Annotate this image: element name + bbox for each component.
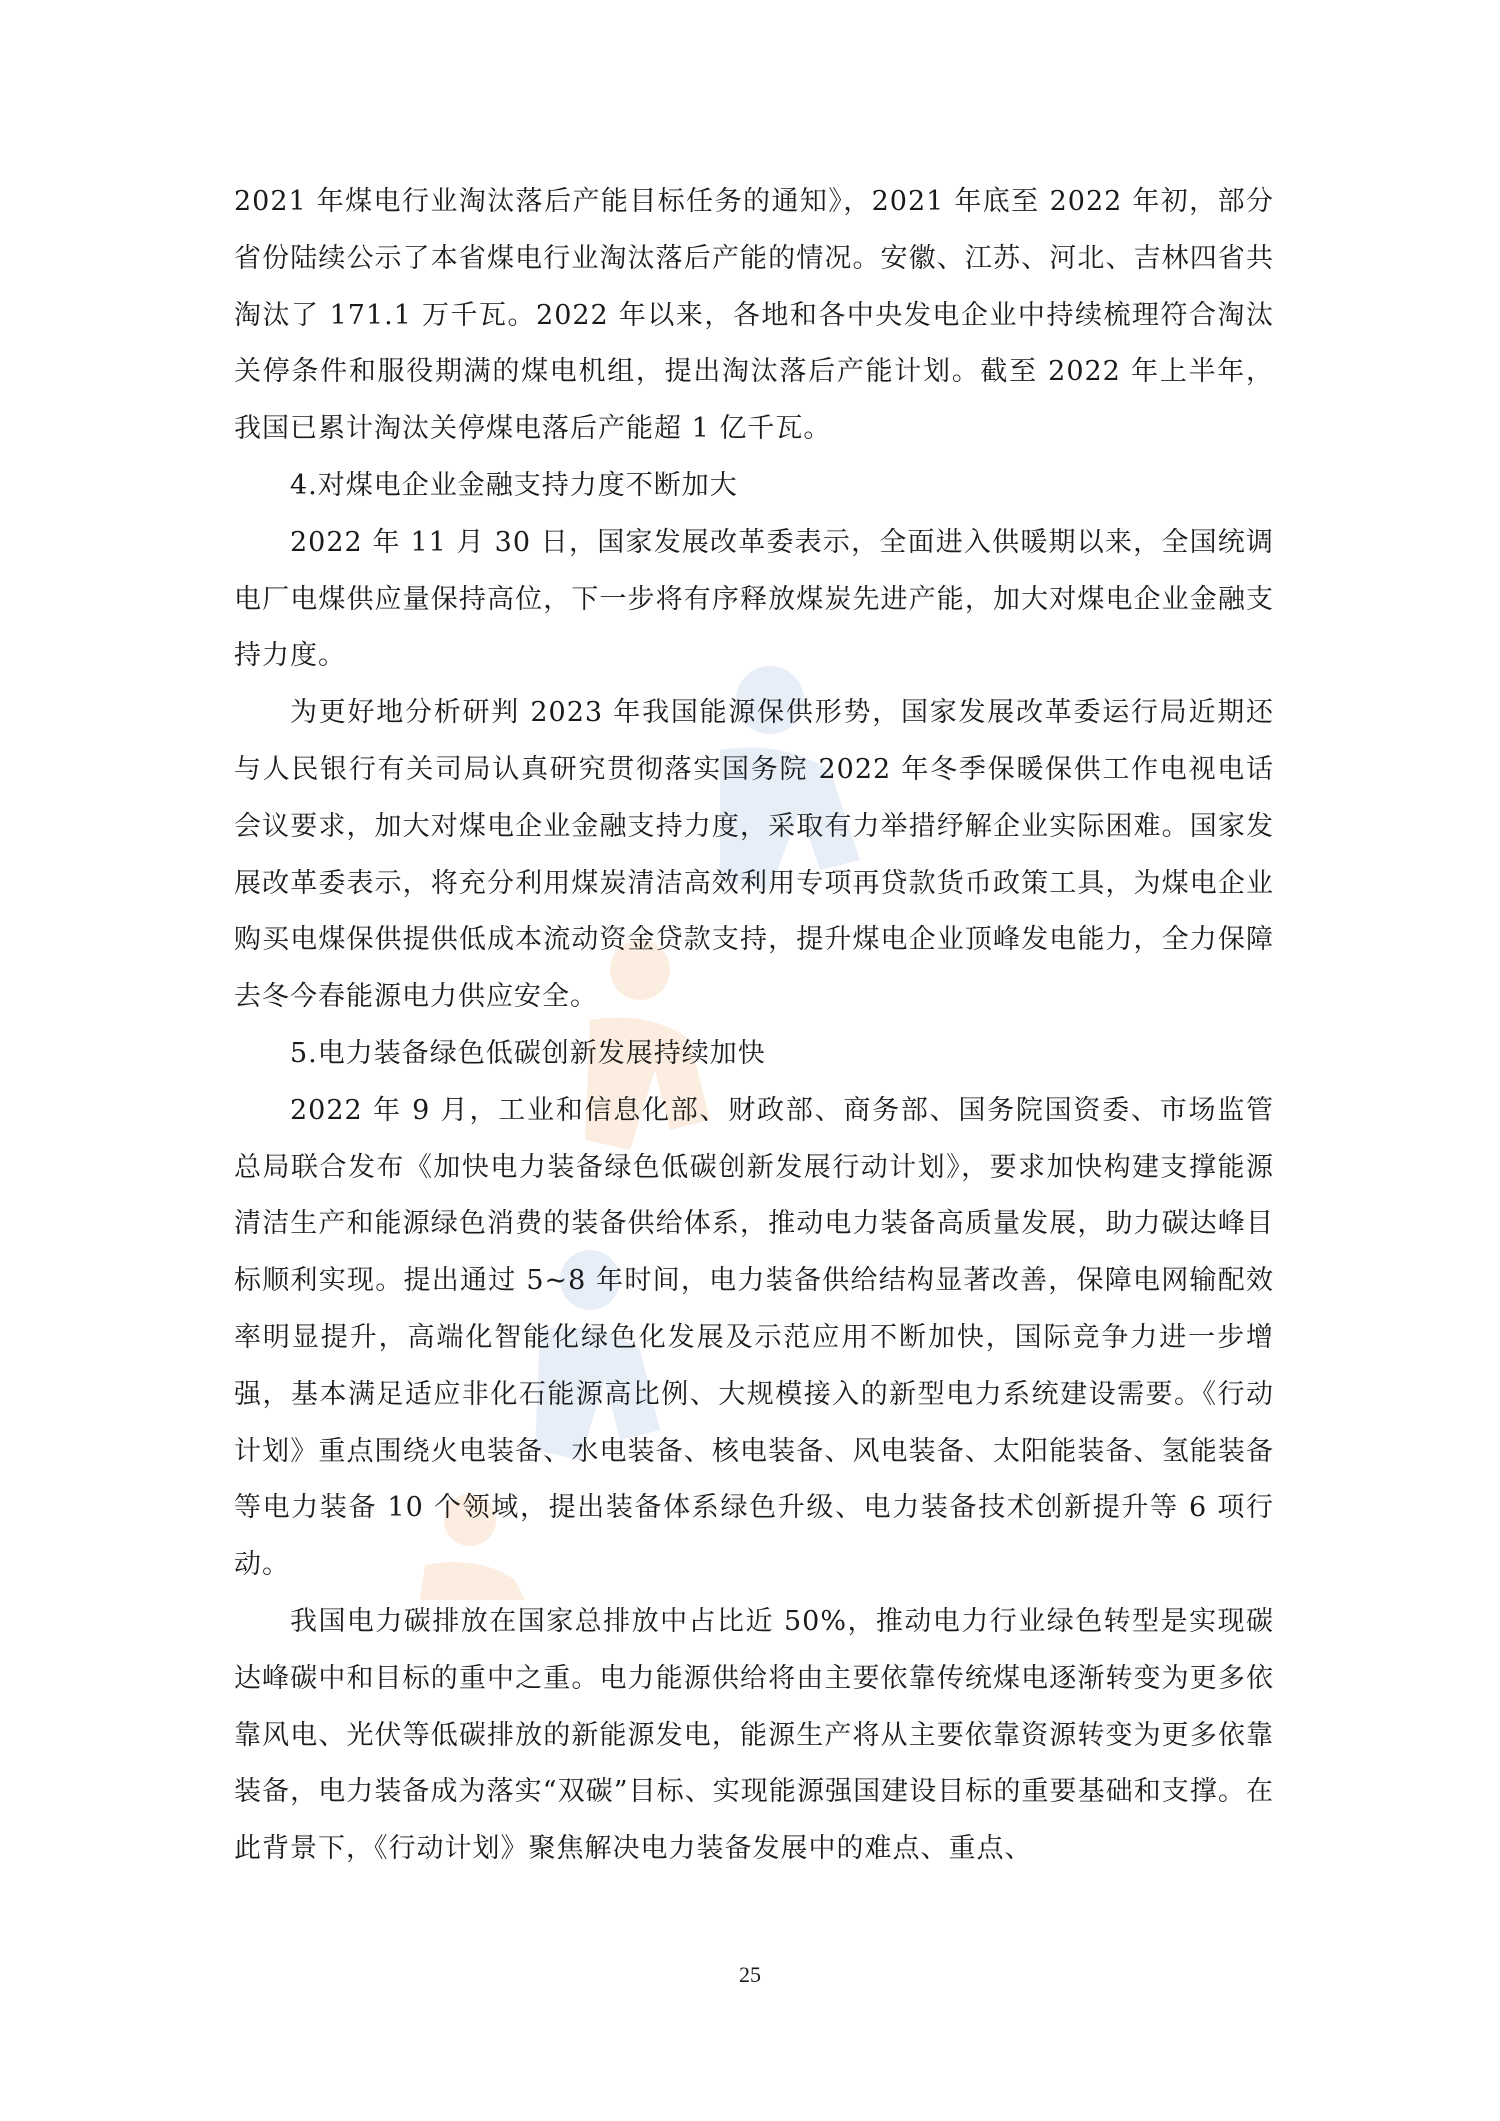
section-heading: 5.电力装备绿色低碳创新发展持续加快	[290, 1037, 766, 1069]
paragraph: 为更好地分析研判 2023 年我国能源保供形势，国家发展改革委运行局近期还与人民银行有关司局认真研究贯彻落实国务院 2022 年冬季保暖保供工作电视电话会议要求，加大对煤电企业金融支持力度，采取有力举措纾解企业实际困难。国家发展改革委表示，将充分利用煤炭清洁高效利用专项再贷款货币政策工具，为煤电企业购买电煤保供提供低成本流动资金贷款支持，提升煤电企业顶峰发电能力，全力保障去冬今春能源电力供应安全。	[234, 697, 1274, 1013]
page-number: 25	[739, 1962, 761, 1987]
paragraph: 2021 年煤电行业淘汰落后产能目标任务的通知》，2021 年底至 2022 年初，部分省份陆续公示了本省煤电行业淘汰落后产能的情况。安徽、江苏、河北、吉林四省共淘汰了 171.1 万千瓦。2022 年以来，各地和各中央发电企业中持续梳理符合淘汰关停条件和服役期满的煤电机组，提出淘汰落后产能计划。截至 2022 年上半年，我国已累计淘汰关停煤电落后产能超 1 亿千瓦。	[234, 186, 1274, 445]
paragraph: 2022 年 11 月 30 日，国家发展改革委表示，全面进入供暖期以来，全国统调电厂电煤供应量保持高位，下一步将有序释放煤炭先进产能，加大对煤电企业金融支持力度。	[234, 526, 1274, 672]
paragraph: 2022 年 9 月，工业和信息化部、财政部、商务部、国务院国资委、市场监管总局联合发布《加快电力装备绿色低碳创新发展行动计划》，要求加快构建支撑能源清洁生产和能源绿色消费的装备供给体系，推动电力装备高质量发展，助力碳达峰目标顺利实现。提出通过 5~8 年时间，电力装备供给结构显著改善，保障电网输配效率明显提升，高端化智能化绿色化发展及示范应用不断加快，国际竞争力进一步增强，基本满足适应非化石能源高比例、大规模接入的新型电力系统建设需要。《行动计划》重点围绕火电装备、水电装备、核电装备、风电装备、太阳能装备、氢能装备等电力装备 10 个领域，提出装备体系绿色升级、电力装备技术创新提升等 6 项行动。	[234, 1094, 1274, 1581]
paragraph: 我国电力碳排放在国家总排放中占比近 50%，推动电力行业绿色转型是实现碳达峰碳中和目标的重中之重。电力能源供给将由主要依靠传统煤电逐渐转变为更多依靠风电、光伏等低碳排放的新能源发电，能源生产将从主要依靠资源转变为更多依靠装备，电力装备成为落实“双碳”目标、实现能源强国建设目标的重要基础和支撑。在此背景下，《行动计划》聚焦解决电力装备发展中的难点、重点、	[234, 1605, 1274, 1865]
body-text	[234, 174, 1274, 1878]
section-heading: 4.对煤电企业金融支持力度不断加大	[290, 469, 738, 501]
